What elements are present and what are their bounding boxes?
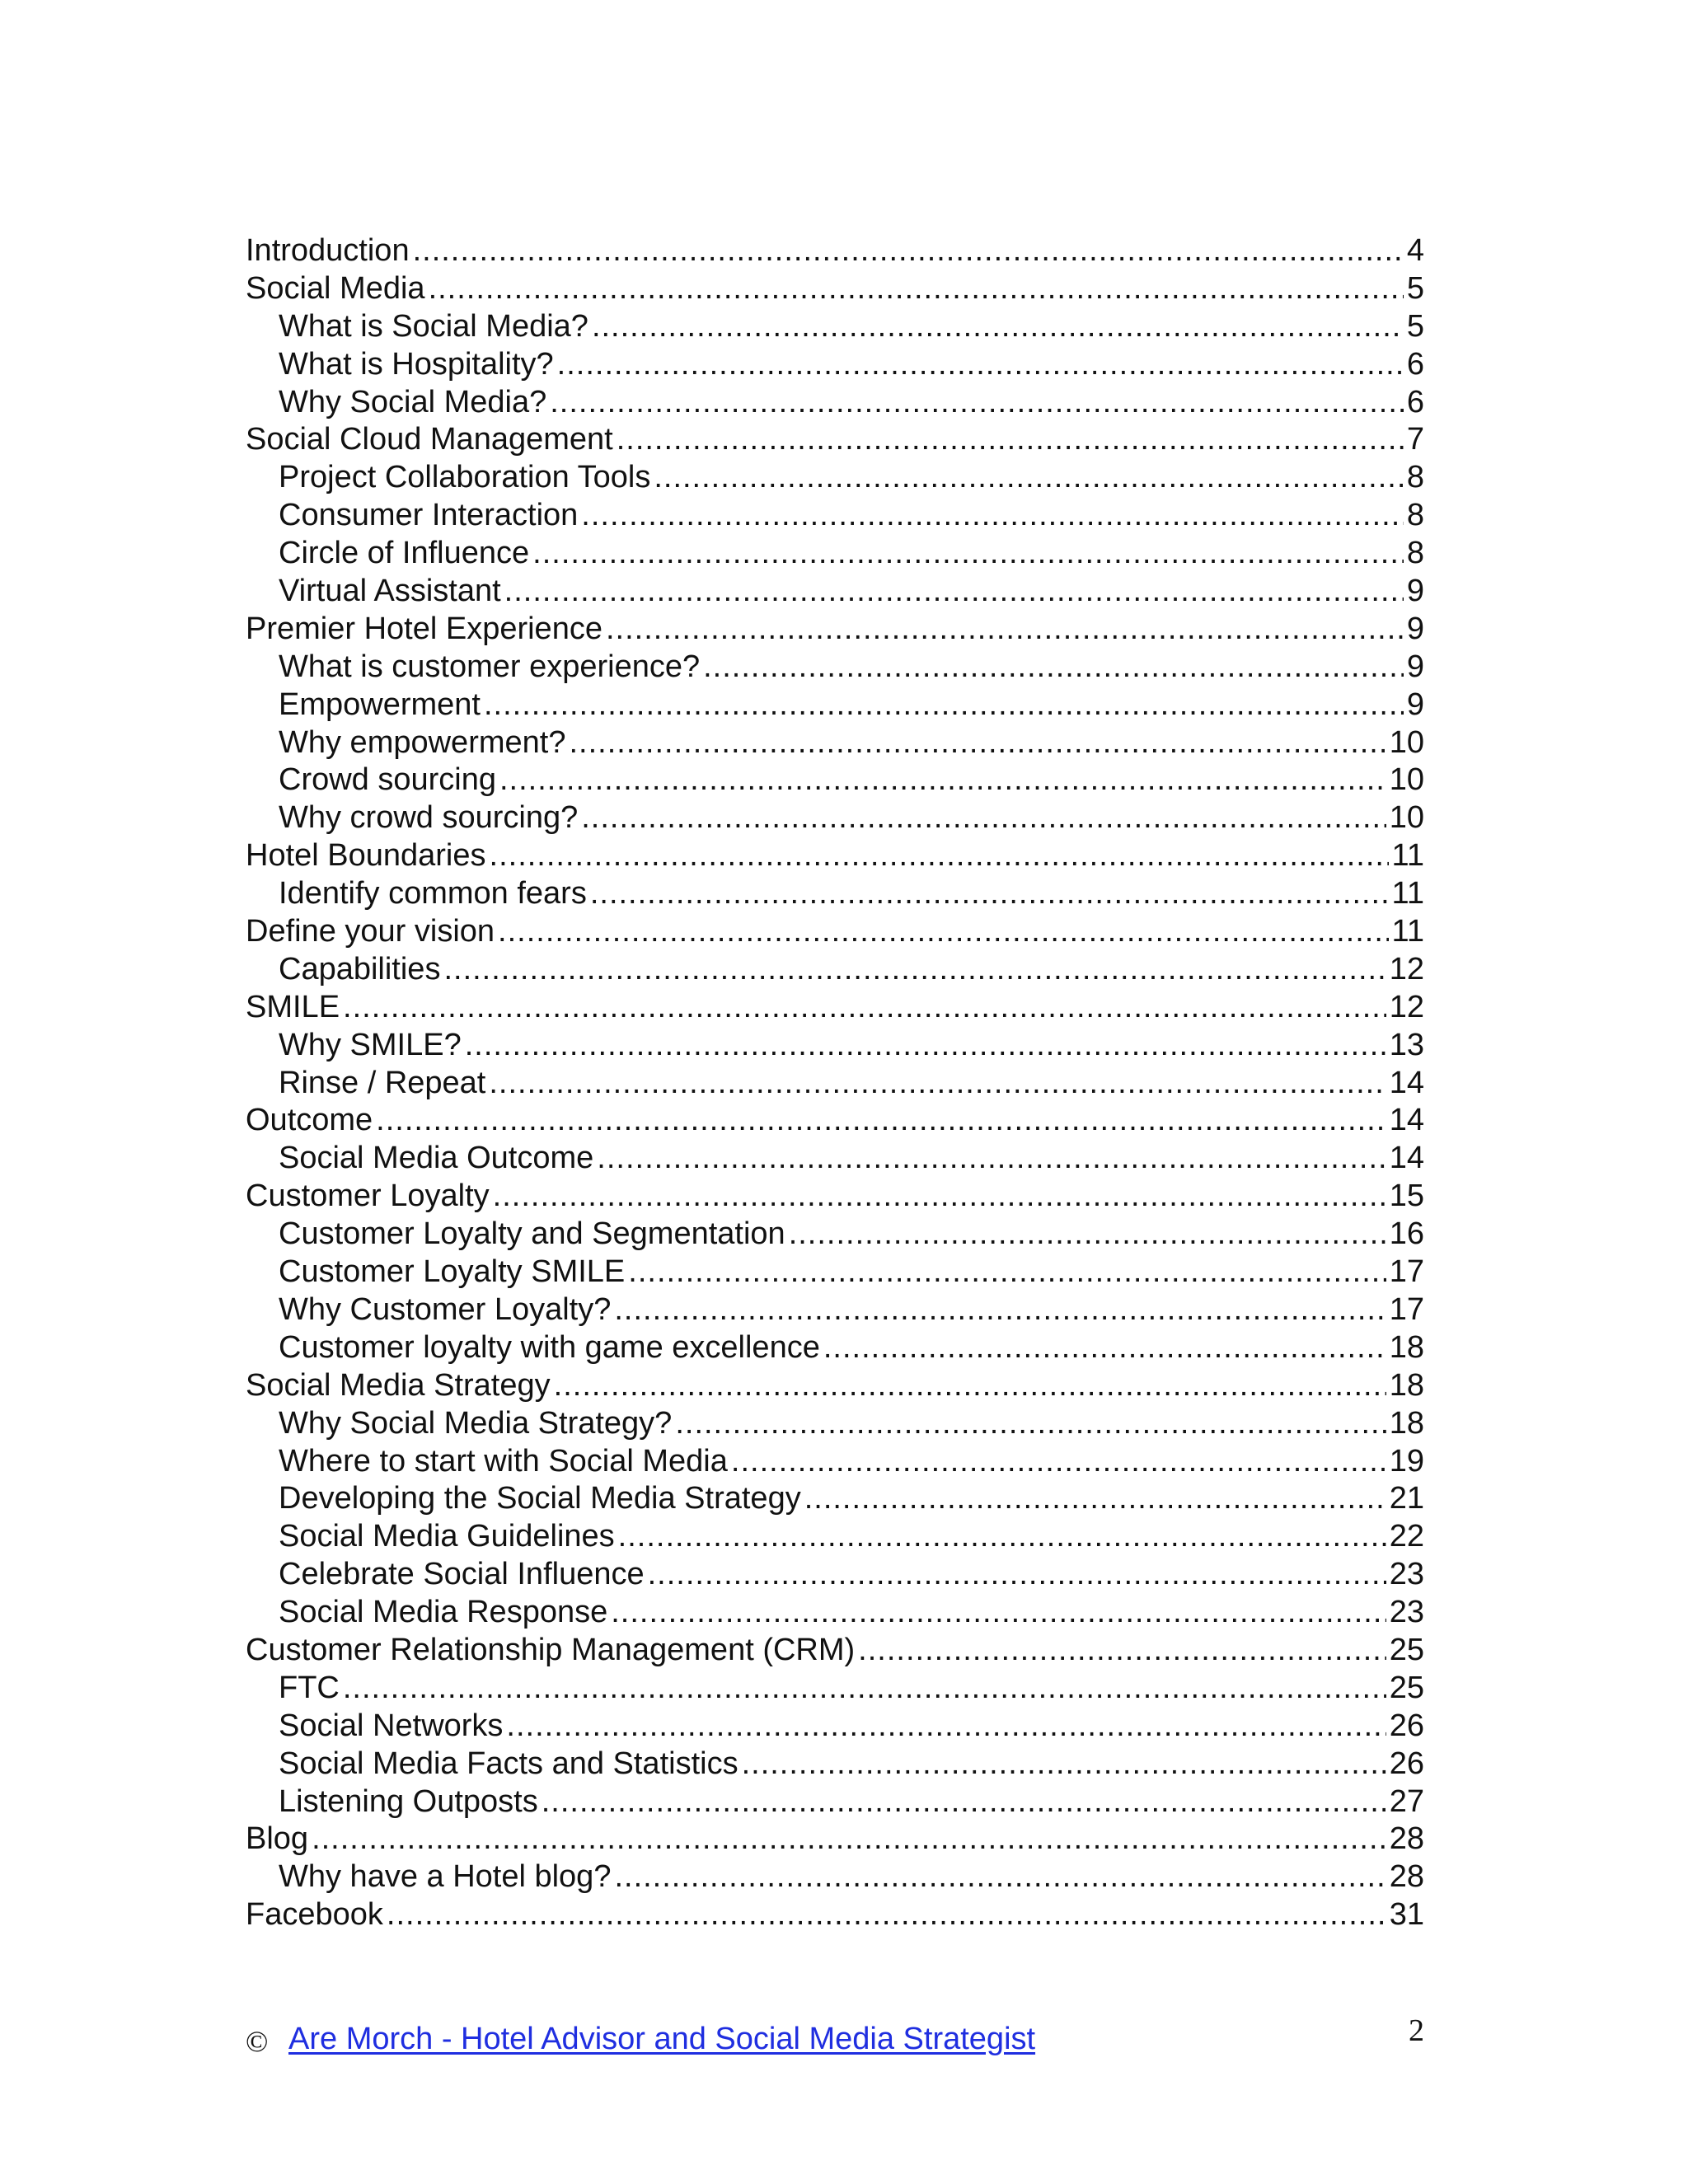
toc-entry-page: 13 (1389, 1027, 1424, 1062)
toc-entry-title: Social Media (246, 270, 425, 306)
toc-entry[interactable] (246, 799, 1424, 837)
toc-dot-leader (443, 951, 1386, 989)
toc-entry-page: 25 (1389, 1632, 1424, 1667)
toc-entry-title: Customer Loyalty (246, 1179, 490, 1214)
toc-entry-page: 6 (1406, 346, 1424, 382)
toc-entry-page: 8 (1406, 498, 1424, 533)
toc-entry-title: Customer Loyalty and Segmentation (279, 1216, 785, 1252)
toc-entry[interactable] (246, 1405, 1424, 1443)
toc-entry-title: Rinse / Repeat (279, 1065, 486, 1100)
copyright-symbol: © (246, 2025, 269, 2058)
toc-entry[interactable] (246, 1746, 1424, 1783)
toc-entry-page: 28 (1389, 1859, 1424, 1895)
toc-entry-title: Empowerment (279, 687, 481, 722)
toc-entry[interactable] (246, 1367, 1424, 1405)
toc-entry[interactable] (246, 687, 1424, 724)
toc-entry[interactable] (246, 951, 1424, 989)
toc-dot-leader (617, 421, 1404, 459)
toc-entry-title: Why Customer Loyalty? (279, 1291, 612, 1327)
toc-entry-title: Consumer Interaction (279, 498, 579, 533)
toc-dot-leader (532, 535, 1404, 573)
toc-entry-title: What is Hospitality? (279, 346, 554, 382)
toc-entry[interactable] (246, 232, 1424, 270)
toc-entry-page: 9 (1406, 649, 1424, 684)
toc-entry-page: 14 (1389, 1103, 1424, 1138)
toc-entry-title: Social Media Strategy (246, 1367, 551, 1403)
toc-dot-leader (606, 611, 1404, 649)
toc-entry-page: 18 (1389, 1405, 1424, 1441)
toc-entry-page: 5 (1406, 270, 1424, 306)
toc-entry-page: 4 (1406, 233, 1424, 268)
toc-entry-title: Developing the Social Media Strategy (279, 1481, 801, 1516)
toc-dot-leader (506, 1708, 1386, 1746)
toc-entry-title: SMILE (246, 989, 340, 1024)
toc-entry[interactable] (246, 837, 1424, 875)
toc-entry[interactable] (246, 1896, 1424, 1934)
toc-dot-leader (648, 1556, 1386, 1594)
toc-entry[interactable] (246, 497, 1424, 535)
toc-entry-page: 23 (1389, 1557, 1424, 1592)
toc-dot-leader (429, 270, 1404, 308)
toc-entry-page: 5 (1406, 308, 1424, 344)
toc-entry-page: 27 (1389, 1783, 1424, 1819)
page-number: 2 (1409, 2013, 1424, 2048)
toc-dot-leader (614, 1858, 1386, 1896)
toc-entry-page: 17 (1389, 1254, 1424, 1290)
toc-entry-title: Facebook (246, 1897, 383, 1933)
toc-entry-page: 11 (1391, 838, 1424, 874)
toc-entry-title: Social Cloud Management (246, 422, 613, 457)
toc-entry[interactable] (246, 875, 1424, 913)
toc-dot-leader (550, 384, 1404, 422)
page-footer (246, 2013, 1426, 2067)
toc-dot-leader (490, 837, 1389, 875)
toc-entry-title: What is customer experience? (279, 649, 701, 684)
toc-dot-leader (493, 1178, 1386, 1216)
toc-entry[interactable] (246, 270, 1424, 308)
toc-entry[interactable] (246, 1027, 1424, 1065)
toc-entry-page: 12 (1389, 989, 1424, 1024)
toc-dot-leader (628, 1254, 1386, 1291)
toc-entry-page: 11 (1391, 876, 1424, 912)
toc-entry-page: 31 (1389, 1897, 1424, 1933)
toc-entry-title: Blog (246, 1821, 309, 1857)
toc-dot-leader (804, 1480, 1386, 1518)
toc-dot-leader (465, 1027, 1386, 1065)
toc-entry-page: 23 (1389, 1595, 1424, 1630)
toc-entry-page: 22 (1389, 1519, 1424, 1554)
toc-entry[interactable] (246, 1254, 1424, 1291)
toc-entry-page: 16 (1389, 1216, 1424, 1252)
toc-entry-title: Where to start with Social Media (279, 1443, 728, 1479)
toc-entry-title: Virtual Assistant (279, 574, 501, 609)
toc-entry-title: Crowd sourcing (279, 762, 496, 798)
toc-entry[interactable] (246, 384, 1424, 422)
toc-entry-page: 15 (1389, 1179, 1424, 1214)
toc-dot-leader (542, 1783, 1386, 1821)
toc-entry-title: Circle of Influence (279, 536, 530, 571)
toc-entry-title: Customer Loyalty SMILE (279, 1254, 626, 1290)
toc-entry-title: Identify common fears (279, 876, 587, 912)
toc-dot-leader (489, 1065, 1386, 1103)
toc-entry[interactable] (246, 1480, 1424, 1518)
toc-entry[interactable] (246, 1632, 1424, 1670)
toc-entry-page: 6 (1406, 384, 1424, 419)
toc-dot-leader (581, 799, 1386, 837)
toc-dot-leader (858, 1632, 1386, 1670)
toc-dot-leader (654, 459, 1404, 497)
toc-entry[interactable] (246, 1102, 1424, 1140)
toc-entry-page: 25 (1389, 1670, 1424, 1705)
toc-dot-leader (343, 989, 1386, 1027)
toc-dot-leader (703, 649, 1404, 687)
toc-entry[interactable] (246, 1291, 1424, 1329)
toc-entry-title: Outcome (246, 1103, 373, 1138)
toc-entry-title: FTC (279, 1670, 340, 1705)
toc-entry-title: Why have a Hotel blog? (279, 1859, 612, 1895)
toc-dot-leader (789, 1216, 1386, 1254)
toc-dot-leader (499, 762, 1386, 799)
toc-entry[interactable] (246, 1821, 1424, 1858)
toc-dot-leader (823, 1329, 1386, 1367)
toc-entry-title: Why empowerment? (279, 724, 566, 760)
toc-dot-leader (484, 687, 1404, 724)
toc-entry-title: Hotel Boundaries (246, 838, 486, 874)
toc-dot-leader (387, 1896, 1386, 1934)
toc-entry-title: Why crowd sourcing? (279, 800, 579, 836)
toc-entry-page: 9 (1406, 687, 1424, 722)
toc-entry-title: Listening Outposts (279, 1783, 538, 1819)
toc-entry-title: Project Collaboration Tools (279, 460, 651, 495)
toc-entry[interactable] (246, 1556, 1424, 1594)
toc-dot-leader (554, 1367, 1386, 1405)
toc-dot-leader (611, 1594, 1386, 1632)
toc-entry-page: 19 (1389, 1443, 1424, 1479)
toc-entry-page: 28 (1389, 1821, 1424, 1857)
toc-entry-title: Social Media Outcome (279, 1141, 594, 1176)
toc-entry-title: What is Social Media? (279, 308, 588, 344)
toc-entry-title: Why SMILE? (279, 1027, 462, 1062)
toc-entry-page: 21 (1389, 1481, 1424, 1516)
toc-dot-leader (590, 875, 1389, 913)
author-link[interactable]: Are Morch - Hotel Advisor and Social Media Strategist (288, 2022, 1036, 2056)
toc-entry-page: 7 (1406, 422, 1424, 457)
toc-entry-title: Capabilities (279, 951, 441, 987)
toc-entry-title: Premier Hotel Experience (246, 611, 603, 646)
table-of-contents (246, 232, 1424, 1934)
toc-entry-page: 9 (1406, 574, 1424, 609)
toc-entry-page: 18 (1389, 1329, 1424, 1365)
toc-entry-page: 8 (1406, 460, 1424, 495)
toc-dot-leader (618, 1518, 1386, 1556)
toc-dot-leader (312, 1821, 1386, 1858)
toc-dot-leader (731, 1443, 1386, 1481)
toc-entry-page: 10 (1389, 724, 1424, 760)
toc-dot-leader (376, 1102, 1386, 1140)
toc-entry-title: Why Social Media Strategy? (279, 1405, 673, 1441)
toc-entry[interactable] (246, 1178, 1424, 1216)
toc-entry[interactable] (246, 724, 1424, 762)
toc-dot-leader (504, 573, 1404, 611)
toc-entry[interactable] (246, 611, 1424, 649)
toc-entry[interactable] (246, 1443, 1424, 1481)
toc-entry-title: Social Media Response (279, 1595, 608, 1630)
toc-entry-title: Social Media Guidelines (279, 1519, 615, 1554)
toc-entry[interactable] (246, 535, 1424, 573)
toc-entry-page: 10 (1389, 762, 1424, 798)
toc-entry-title: Why Social Media? (279, 384, 547, 419)
toc-entry-title: Social Media Facts and Statistics (279, 1746, 738, 1781)
toc-entry-title: Introduction (246, 233, 410, 268)
toc-dot-leader (498, 913, 1389, 951)
toc-dot-leader (413, 232, 1404, 270)
toc-entry-title: Celebrate Social Influence (279, 1557, 645, 1592)
toc-dot-leader (592, 308, 1404, 346)
toc-dot-leader (581, 497, 1404, 535)
toc-entry[interactable] (246, 1783, 1424, 1821)
toc-entry-page: 8 (1406, 536, 1424, 571)
toc-entry[interactable] (246, 762, 1424, 799)
toc-entry[interactable] (246, 308, 1424, 346)
toc-entry[interactable] (246, 421, 1424, 459)
toc-entry-title: Customer Relationship Management (CRM) (246, 1632, 856, 1667)
toc-entry-page: 12 (1389, 951, 1424, 987)
toc-entry[interactable] (246, 1708, 1424, 1746)
toc-entry-page: 26 (1389, 1746, 1424, 1781)
toc-entry[interactable] (246, 459, 1424, 497)
toc-dot-leader (675, 1405, 1386, 1443)
toc-entry-title: Customer loyalty with game excellence (279, 1329, 820, 1365)
toc-entry-page: 10 (1389, 800, 1424, 836)
toc-entry-page: 18 (1389, 1367, 1424, 1403)
toc-entry[interactable] (246, 1594, 1424, 1632)
toc-entry-page: 9 (1406, 611, 1424, 646)
toc-entry[interactable] (246, 346, 1424, 384)
toc-entry[interactable] (246, 913, 1424, 951)
toc-entry-page: 11 (1391, 914, 1424, 949)
toc-dot-leader (742, 1746, 1386, 1783)
toc-entry[interactable] (246, 989, 1424, 1027)
toc-dot-leader (614, 1291, 1386, 1329)
toc-entry-page: 26 (1389, 1708, 1424, 1743)
toc-entry-page: 17 (1389, 1291, 1424, 1327)
toc-dot-leader (569, 724, 1386, 762)
toc-entry[interactable] (246, 1329, 1424, 1367)
toc-dot-leader (557, 346, 1404, 384)
toc-entry-title: Social Networks (279, 1708, 504, 1743)
toc-entry[interactable] (246, 1670, 1424, 1708)
toc-entry-page: 14 (1389, 1141, 1424, 1176)
toc-entry-title: Define your vision (246, 914, 495, 949)
toc-entry[interactable] (246, 1216, 1424, 1254)
toc-entry[interactable] (246, 573, 1424, 611)
toc-dot-leader (343, 1670, 1386, 1708)
toc-entry[interactable] (246, 1065, 1424, 1103)
toc-entry[interactable] (246, 1858, 1424, 1896)
toc-entry[interactable] (246, 1518, 1424, 1556)
toc-entry[interactable] (246, 1140, 1424, 1178)
toc-entry-page: 14 (1389, 1065, 1424, 1100)
toc-dot-leader (597, 1140, 1386, 1178)
toc-entry[interactable] (246, 649, 1424, 687)
